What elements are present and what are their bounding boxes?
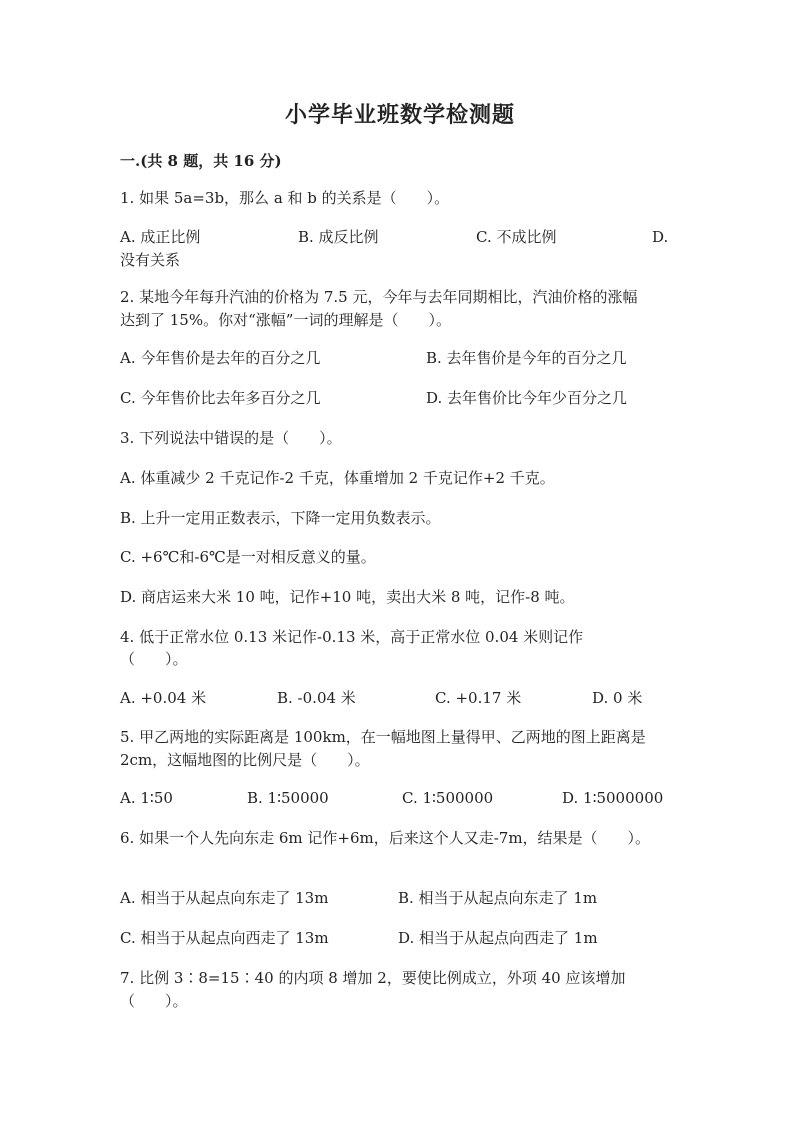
question-2-stem-line-1: 2. 某地今年每升汽油的价格为 7.5 元，今年与去年同期相比，汽油价格的涨幅 bbox=[120, 288, 638, 306]
question-3-option-d: D. 商店运来大米 10 吨，记作+10 吨，卖出大米 8 吨，记作-8 吨。 bbox=[120, 588, 575, 606]
question-3-option-c: C. +6℃和-6℃是一对相反意义的量。 bbox=[120, 548, 376, 566]
question-5-option-b: B. 1∶50000 bbox=[247, 789, 329, 807]
question-2-option-b: B. 去年售价是今年的百分之几 bbox=[426, 349, 627, 367]
question-6-option-a: A. 相当于从起点向东走了 13m bbox=[120, 889, 329, 907]
question-4-option-d: D. 0 米 bbox=[592, 689, 643, 707]
question-2-stem-line-2: 达到了 15%。你对“涨幅”一词的理解是（ ）。 bbox=[120, 311, 451, 329]
question-3-option-a: A. 体重减少 2 千克记作-2 千克，体重增加 2 千克记作+2 千克。 bbox=[120, 469, 555, 487]
question-4-option-a: A. +0.04 米 bbox=[120, 689, 207, 707]
question-6-option-b: B. 相当于从起点向东走了 1m bbox=[398, 889, 598, 907]
question-7-stem-line-2: （ ）。 bbox=[120, 992, 188, 1010]
question-1-option-a: A. 成正比例 bbox=[120, 228, 201, 246]
question-6-option-c: C. 相当于从起点向西走了 13m bbox=[120, 929, 329, 947]
question-2-option-a: A. 今年售价是去年的百分之几 bbox=[120, 349, 321, 367]
question-6-option-d: D. 相当于从起点向西走了 1m bbox=[398, 929, 598, 947]
question-1-stem: 1. 如果 5a=3b，那么 a 和 b 的关系是（ ）。 bbox=[120, 189, 450, 207]
question-1-option-d-text: 没有关系 bbox=[120, 251, 181, 269]
question-4-stem-line-2: （ ）。 bbox=[120, 650, 188, 668]
question-6-stem: 6. 如果一个人先向东走 6m 记作+6m，后来这个人又走-7m，结果是（ ）。 bbox=[120, 829, 651, 847]
question-5-option-a: A. 1∶50 bbox=[120, 789, 173, 807]
question-3-option-b: B. 上升一定用正数表示，下降一定用负数表示。 bbox=[120, 509, 441, 527]
question-1-option-d-label: D. bbox=[652, 228, 669, 246]
question-1-option-b: B. 成反比例 bbox=[298, 228, 379, 246]
page-title: 小学毕业班数学检测题 bbox=[284, 102, 515, 128]
section-heading: 一.(共 8 题，共 16 分) bbox=[120, 152, 282, 170]
question-4-option-c: C. +0.17 米 bbox=[435, 689, 522, 707]
question-2-option-c: C. 今年售价比去年多百分之几 bbox=[120, 389, 321, 407]
question-5-option-c: C. 1∶500000 bbox=[402, 789, 494, 807]
question-1-option-c: C. 不成比例 bbox=[476, 228, 557, 246]
question-4-option-b: B. -0.04 米 bbox=[277, 689, 356, 707]
question-2-option-d: D. 去年售价比今年少百分之几 bbox=[426, 389, 628, 407]
question-5-stem-line-2: 2cm，这幅地图的比例尺是（ ）。 bbox=[120, 751, 370, 769]
question-5-stem-line-1: 5. 甲乙两地的实际距离是 100km，在一幅地图上量得甲、乙两地的图上距离是 bbox=[120, 728, 646, 746]
question-7-stem-line-1: 7. 比例 3∶8=15∶40 的内项 8 增加 2，要使比例成立，外项 40 应该增加 bbox=[120, 969, 626, 987]
question-5-option-d: D. 1∶5000000 bbox=[562, 789, 664, 807]
question-3-stem: 3. 下列说法中错误的是（ ）。 bbox=[120, 429, 342, 447]
question-4-stem-line-1: 4. 低于正常水位 0.13 米记作-0.13 米，高于正常水位 0.04 米则记作 bbox=[120, 628, 584, 646]
